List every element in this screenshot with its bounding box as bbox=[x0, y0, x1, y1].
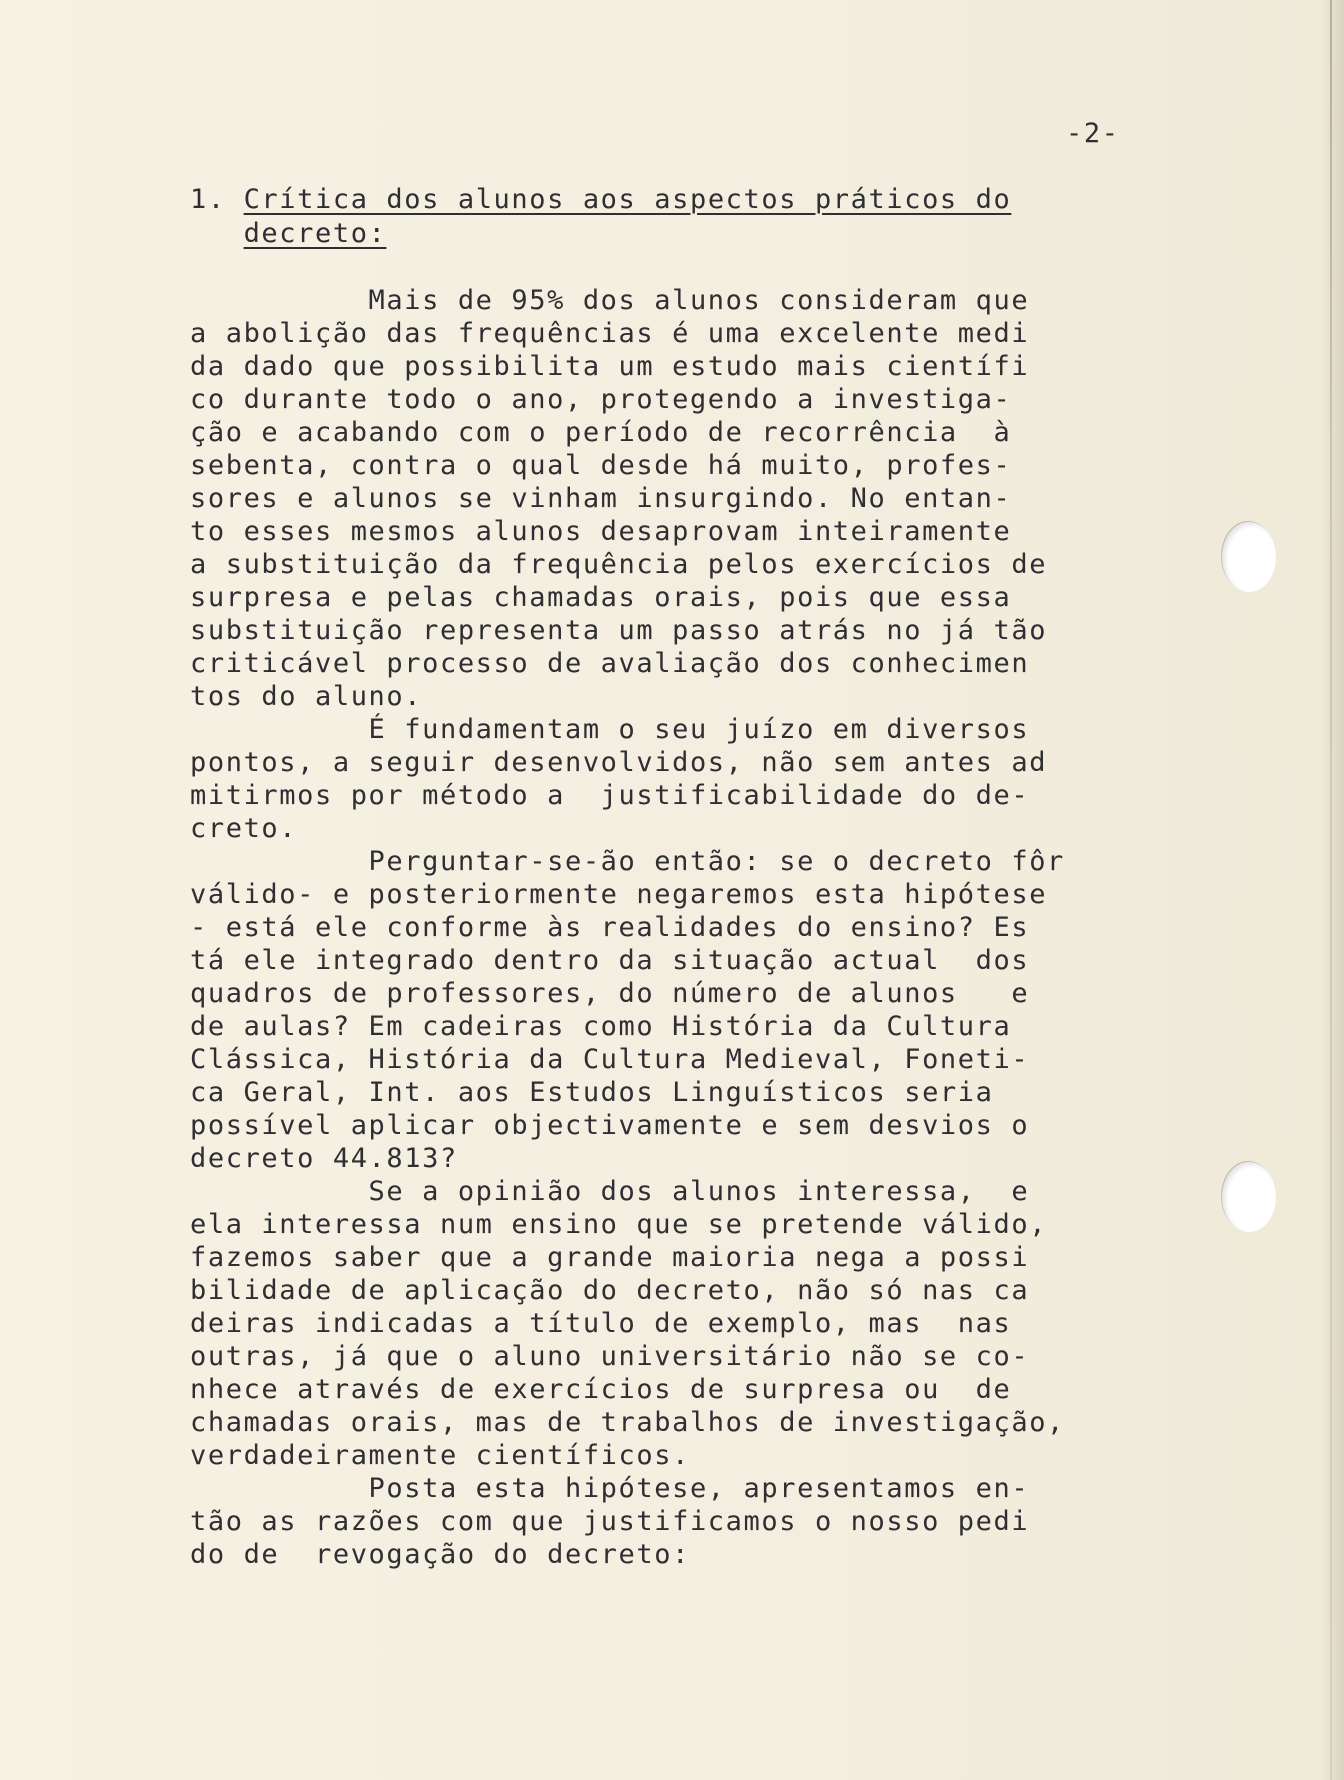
text-line: Clássica, História da Cultura Medieval, Foneti- bbox=[190, 1044, 1030, 1075]
text-line: pontos, a seguir desenvolvidos, não sem antes ad bbox=[190, 747, 1048, 778]
text-line: a substituição da frequência pelos exercícios de bbox=[190, 549, 1048, 580]
text-line: creto. bbox=[190, 813, 298, 844]
text-line: possível aplicar objectivamente e sem desvios o bbox=[190, 1110, 1030, 1141]
heading-title-part-2: decreto: bbox=[243, 218, 387, 249]
text-line: deiras indicadas a título de exemplo, mas nas bbox=[190, 1308, 1012, 1339]
text-line: verdadeiramente científicos. bbox=[190, 1440, 690, 1471]
text-line: da dado que possibilita um estudo mais científi bbox=[190, 351, 1030, 382]
text-line: É fundamentam o seu juízo em diversos bbox=[190, 714, 1030, 745]
heading-line-2 bbox=[190, 217, 1011, 251]
text-line: ela interessa num ensino que se pretende válido, bbox=[190, 1209, 1048, 1240]
text-line: a abolição das frequências é uma excelente medi bbox=[190, 318, 1030, 349]
page-edge bbox=[1330, 0, 1332, 1780]
text-line: decreto 44.813? bbox=[190, 1143, 458, 1174]
body-text bbox=[190, 284, 1065, 1571]
section-heading bbox=[190, 183, 1011, 251]
text-line: Posta esta hipótese, apresentamos en- bbox=[190, 1473, 1030, 1504]
text-line: chamadas orais, mas de trabalhos de investigação, bbox=[190, 1407, 1065, 1438]
text-line: nhece através de exercícios de surpresa ou de bbox=[190, 1374, 1012, 1405]
text-line: to esses mesmos alunos desaprovam inteiramente bbox=[190, 516, 1012, 547]
text-line: Perguntar-se-ão então: se o decreto fôr bbox=[190, 846, 1065, 877]
heading-title-part-1: Crítica dos alunos aos aspectos práticos do bbox=[243, 184, 1012, 215]
page-edge-shadow bbox=[1322, 0, 1344, 1780]
text-line: - está ele conforme às realidades do ensino? Es bbox=[190, 912, 1030, 943]
heading-number: 1. bbox=[190, 184, 226, 215]
text-line: bilidade de aplicação do decreto, não só nas ca bbox=[190, 1275, 1030, 1306]
text-line: sebenta, contra o qual desde há muito, profes- bbox=[190, 450, 1012, 481]
text-line: sores e alunos se vinham insurgindo. No entan- bbox=[190, 483, 1012, 514]
punch-hole bbox=[1222, 522, 1276, 592]
text-line: ca Geral, Int. aos Estudos Linguísticos seria bbox=[190, 1077, 994, 1108]
punch-hole bbox=[1222, 1162, 1276, 1232]
text-line: substituição representa um passo atrás no já tão bbox=[190, 615, 1048, 646]
text-line: tão as razões com que justificamos o nosso pedi bbox=[190, 1506, 1030, 1537]
text-line: criticável processo de avaliação dos conhecimen bbox=[190, 648, 1030, 679]
text-line: quadros de professores, do número de alunos e bbox=[190, 978, 1030, 1009]
text-line: do de revogação do decreto: bbox=[190, 1539, 690, 1570]
text-line: mitirmos por método a justificabilidade do de- bbox=[190, 780, 1030, 811]
text-line: Mais de 95% dos alunos consideram que bbox=[190, 285, 1030, 316]
text-line: Se a opinião dos alunos interessa, e bbox=[190, 1176, 1030, 1207]
heading-line-1 bbox=[190, 183, 1011, 217]
text-line: co durante todo o ano, protegendo a investiga- bbox=[190, 384, 1012, 415]
text-line: de aulas? Em cadeiras como História da Cultura bbox=[190, 1011, 1012, 1042]
text-line: tos do aluno. bbox=[190, 681, 423, 712]
text-line: tá ele integrado dentro da situação actual dos bbox=[190, 945, 1030, 976]
text-line: surpresa e pelas chamadas orais, pois que essa bbox=[190, 582, 1012, 613]
text-line: outras, já que o aluno universitário não se co- bbox=[190, 1341, 1030, 1372]
text-line: ção e acabando com o período de recorrência à bbox=[190, 417, 1012, 448]
text-line: fazemos saber que a grande maioria nega a possi bbox=[190, 1242, 1030, 1273]
text-line: válido- e posteriormente negaremos esta hipótese bbox=[190, 879, 1048, 910]
page-number: -2- bbox=[1066, 118, 1120, 149]
